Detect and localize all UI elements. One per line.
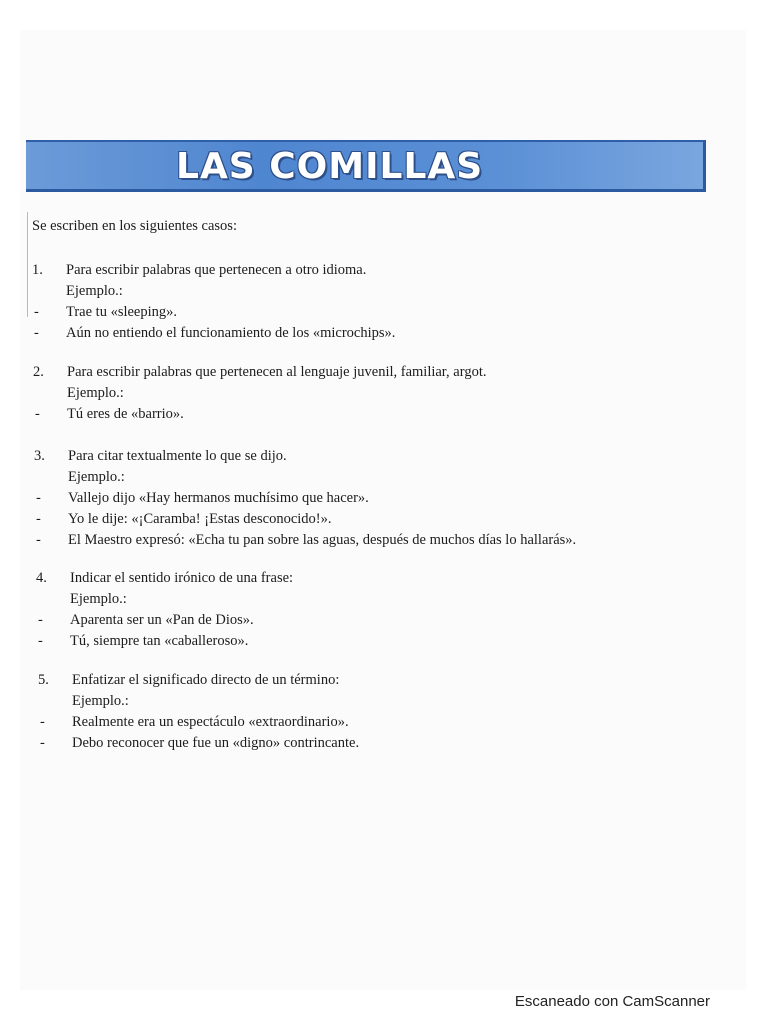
section-2 — [33, 362, 486, 425]
scanner-watermark: Escaneado con CamScanner — [514, 993, 710, 1010]
example-item — [36, 631, 293, 652]
bullet-dash: - — [40, 714, 45, 730]
section-1 — [32, 260, 395, 344]
section-heading — [32, 260, 395, 281]
example-item — [34, 530, 576, 551]
example-text: Realmente era un espectáculo «extraordinario». — [72, 714, 349, 730]
example-item — [32, 302, 395, 323]
example-label: Ejemplo.: — [66, 283, 123, 299]
example-item — [38, 712, 359, 733]
section-number: 3. — [34, 448, 45, 464]
example-label: Ejemplo.: — [70, 591, 127, 607]
example-item — [38, 733, 359, 754]
bullet-dash: - — [38, 633, 43, 649]
section-label: Enfatizar el significado directo de un término: — [72, 672, 340, 688]
section-4 — [36, 568, 293, 652]
section-heading — [36, 568, 293, 589]
example-text: El Maestro expresó: «Echa tu pan sobre las aguas, después de muchos días lo hallarás». — [68, 532, 577, 548]
section-number: 5. — [38, 672, 49, 688]
section-number: 1. — [32, 262, 43, 278]
bullet-dash: - — [35, 406, 40, 422]
bullet-dash: - — [34, 325, 39, 341]
example-label: Ejemplo.: — [68, 469, 125, 485]
section-label: Para escribir palabras que pertenecen a otro idioma. — [66, 262, 367, 278]
example-item — [34, 488, 576, 509]
example-text: Yo le dije: «¡Caramba! ¡Estas desconocido!». — [68, 511, 332, 527]
example-label: Ejemplo.: — [67, 385, 124, 401]
section-3 — [34, 446, 576, 551]
section-number: 2. — [33, 364, 44, 380]
bullet-dash: - — [40, 735, 45, 751]
page-title: LAS COMILLAS — [176, 146, 484, 187]
section-label: Para citar textualmente lo que se dijo. — [68, 448, 287, 464]
example-text: Trae tu «sleeping». — [66, 304, 178, 320]
example-item — [32, 323, 395, 344]
section-heading — [38, 670, 359, 691]
bullet-dash: - — [36, 490, 41, 506]
example-item — [36, 610, 293, 631]
bullet-dash: - — [36, 511, 41, 527]
title-banner — [26, 140, 706, 192]
example-text: Aparenta ser un «Pan de Dios». — [70, 612, 254, 628]
example-text: Tú eres de «barrio». — [67, 406, 184, 422]
section-number: 4. — [36, 570, 47, 586]
example-text: Tú, siempre tan «caballeroso». — [70, 633, 249, 649]
bullet-dash: - — [34, 304, 39, 320]
section-heading — [33, 362, 486, 383]
margin-line — [27, 212, 28, 317]
bullet-dash: - — [36, 532, 41, 548]
section-label: Para escribir palabras que pertenecen al lenguaje juvenil, familiar, argot. — [67, 364, 487, 380]
example-text: Debo reconocer que fue un «digno» contrincante. — [72, 735, 360, 751]
bullet-dash: - — [38, 612, 43, 628]
example-text: Aún no entiendo el funcionamiento de los «microchips». — [66, 325, 396, 341]
section-label: Indicar el sentido irónico de una frase: — [70, 570, 294, 586]
example-text: Vallejo dijo «Hay hermanos muchísimo que hacer». — [68, 490, 369, 506]
example-item — [33, 404, 486, 425]
example-item — [34, 509, 576, 530]
section-heading — [34, 446, 576, 467]
intro-text: Se escriben en los siguientes casos: — [32, 218, 237, 234]
section-5 — [38, 670, 359, 754]
example-label: Ejemplo.: — [72, 693, 129, 709]
